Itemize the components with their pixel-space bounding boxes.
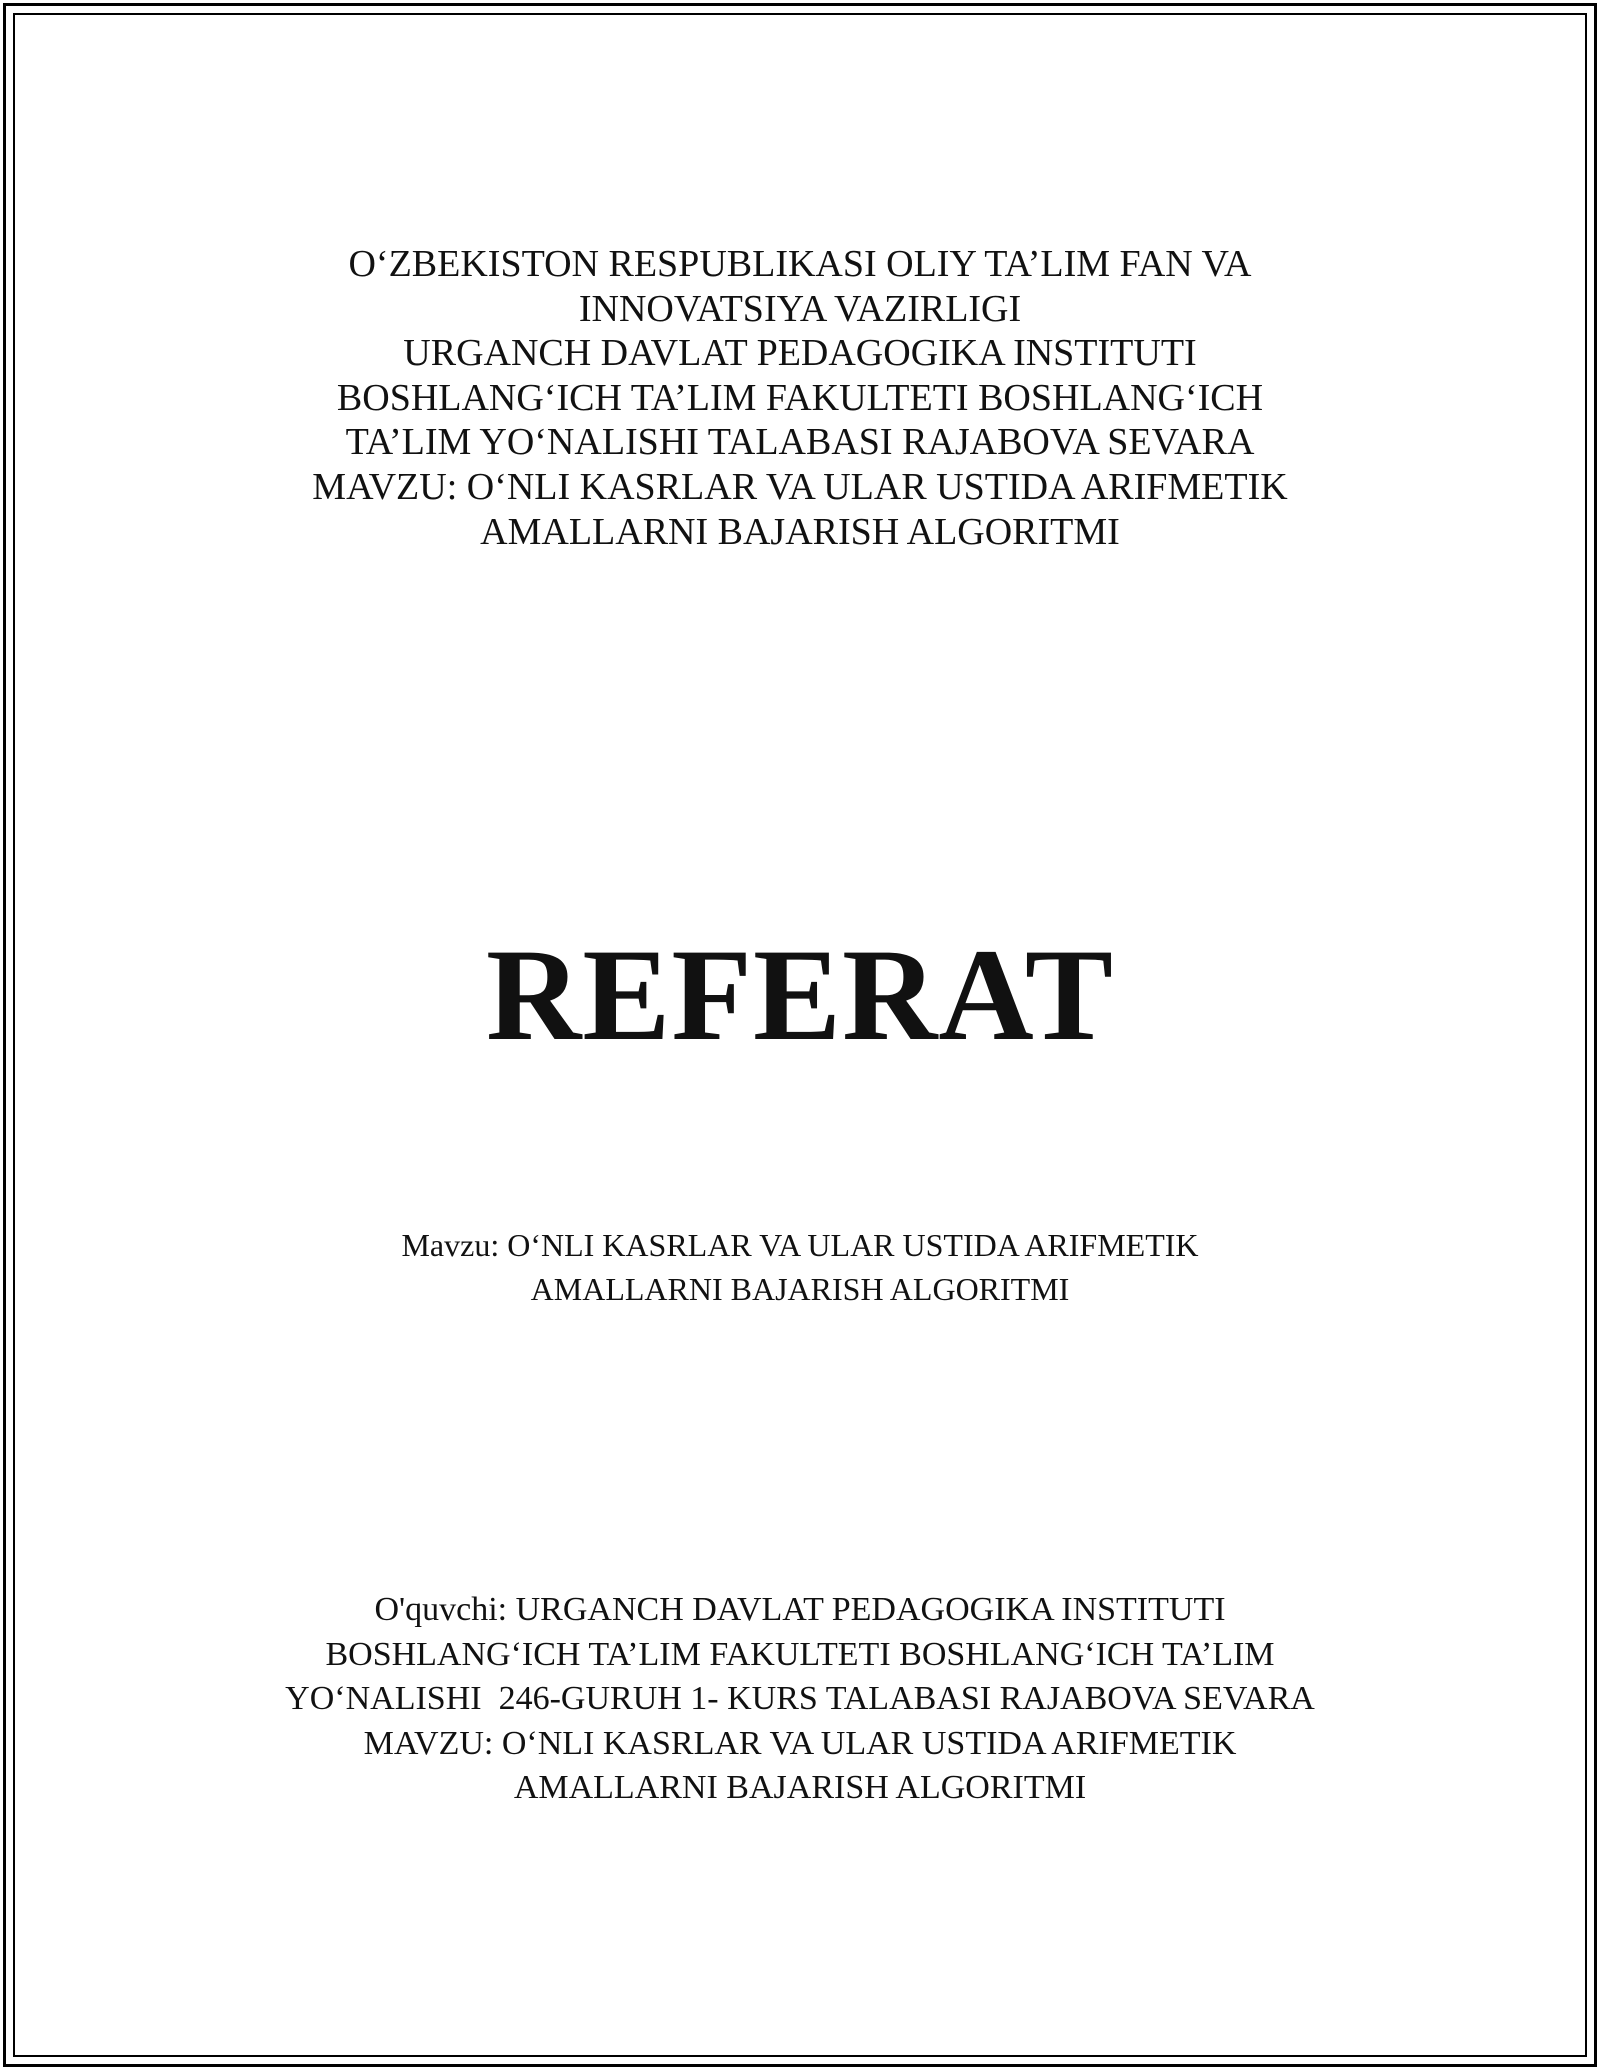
topic-block: [0, 1223, 1600, 1311]
document-title: REFERAT: [486, 921, 1114, 1068]
header-line-4: BOSHLANG‘ICH TA’LIM FAKULTETI BOSHLANG‘ICH: [336, 376, 1264, 419]
header-line-5: TA’LIM YO‘NALISHI TALABASI RAJABOVA SEVARA: [345, 421, 1255, 464]
student-line-5: AMALLARNI BAJARISH ALGORITMI: [513, 1769, 1087, 1807]
header-line-1: O‘ZBEKISTON RESPUBLIKASI OLIY TA’LIM FAN VA: [348, 243, 1252, 285]
topic-line-2: AMALLARNI BAJARISH ALGORITMI: [530, 1271, 1070, 1307]
header-line-3: URGANCH DAVLAT PEDAGOGIKA INSTITUTI: [403, 332, 1197, 375]
student-info: [0, 1588, 1600, 1811]
header-line-2: INNOVATSIYA VAZIRLIGI: [578, 287, 1022, 330]
student-line-3: YO‘NALISHI 246-GURUH 1- KURS TALABASI RAJABOVA SEVARA: [285, 1680, 1315, 1718]
topic-line-1: Mavzu: O‘NLI KASRLAR VA ULAR USTIDA ARIFMETIK: [401, 1227, 1199, 1263]
header-line-6: MAVZU: O‘NLI KASRLAR VA ULAR USTIDA ARIFMETIK: [312, 465, 1288, 508]
student-line-2: BOSHLANG‘ICH TA’LIM FAKULTETI BOSHLANG‘ICH TA’LIM: [325, 1635, 1275, 1673]
student-line-4: MAVZU: O‘NLI KASRLAR VA ULAR USTIDA ARIFMETIK: [363, 1724, 1237, 1762]
student-line-1: O'quvchi: URGANCH DAVLAT PEDAGOGIKA INSTITUTI: [374, 1591, 1226, 1628]
header-line-7: AMALLARNI BAJARISH ALGORITMI: [480, 510, 1120, 553]
institution-header: [0, 242, 1600, 554]
